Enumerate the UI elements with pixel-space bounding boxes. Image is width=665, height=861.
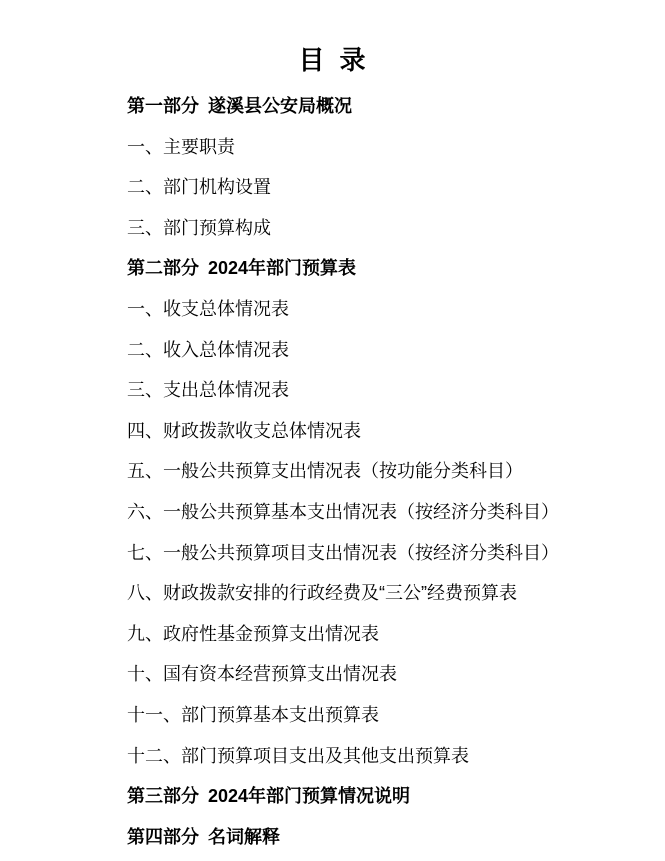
toc-section-heading: 第二部分 2024年部门预算表 [127,258,357,279]
toc-section-heading: 第四部分 名词解释 [127,826,280,847]
toc-item: 五、一般公共预算支出情况表（按功能分类科目） [127,461,523,482]
toc-item: 十、国有资本经营预算支出情况表 [127,664,397,685]
toc-item: 一、收支总体情况表 [127,298,289,319]
toc-item: 十一、部门预算基本支出预算表 [127,704,379,725]
toc-list [0,86,665,857]
toc-section-heading: 第三部分 2024年部门预算情况说明 [127,786,411,807]
toc-item: 四、财政拨款收支总体情况表 [127,420,361,441]
page-title: 目 录 [298,45,367,75]
toc-item: 二、收入总体情况表 [127,339,289,360]
toc-item: 七、一般公共预算项目支出情况表（按经济分类科目） [127,542,559,563]
toc-item: 十二、部门预算项目支出及其他支出预算表 [127,745,469,766]
toc-item: 一、主要职责 [127,136,235,157]
toc-item: 三、部门预算构成 [127,217,271,238]
toc-item: 六、一般公共预算基本支出情况表（按经济分类科目） [127,501,559,522]
toc-item: 三、支出总体情况表 [127,380,289,401]
toc-section-heading: 第一部分 遂溪县公安局概况 [127,96,352,116]
toc-item: 九、政府性基金预算支出情况表 [127,623,379,644]
toc-item: 八、财政拨款安排的行政经费及“三公”经费预算表 [127,583,517,604]
toc-item: 二、部门机构设置 [127,177,271,198]
